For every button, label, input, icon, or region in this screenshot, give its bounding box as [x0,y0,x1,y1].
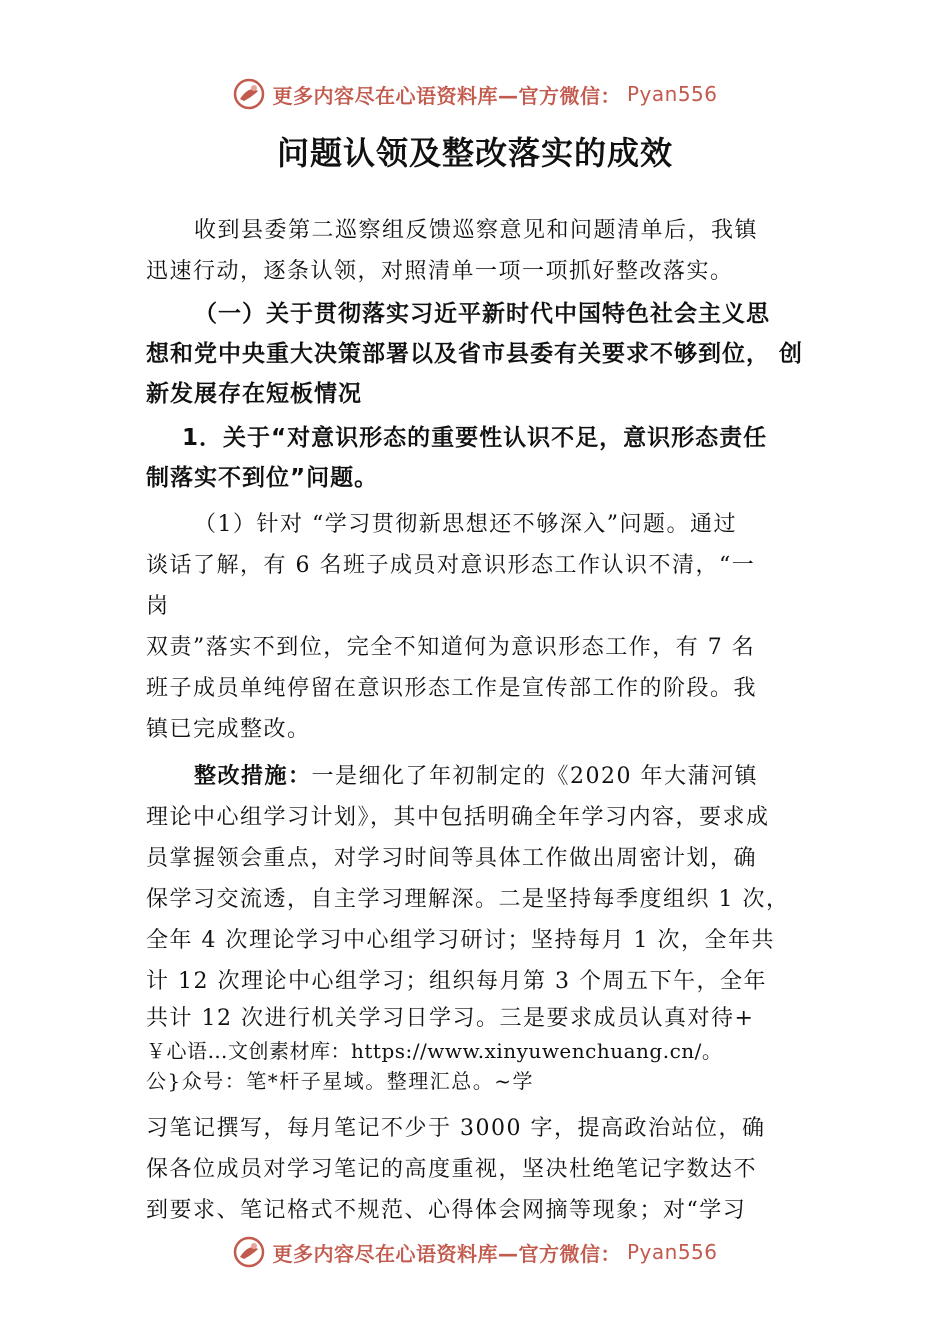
watermark-text: 更多内容尽在心语资料库—官方微信： [272,1241,621,1266]
intro-line-1: 收到县委第二巡察组反馈巡察意见和问题清单后，我镇 [194,218,759,243]
para-1-line-4: 双责”落实不到位，完全不知道何为意识形态工作，有 7 名 [146,635,756,660]
section-heading-1: （一）关于贯彻落实习近平新时代中国特色社会主义思 [194,301,770,327]
measures-line-10: 习笔记撰写，每月笔记不少于 3000 字，提高政治站位，确 [146,1116,766,1141]
logo-icon [232,1235,266,1269]
watermark-footer [0,1232,950,1272]
section-heading-3: 新发展存在短板情况 [146,381,362,407]
logo-icon [232,77,266,111]
measures-line-5: 全年 4 次理论学习中心组学习研讨；坚持每月 1 次，全年共 [146,928,775,953]
measures-line-2: 理论中心组学习计划》，其中包括明确全年学习内容，要求成 [146,805,770,830]
section-heading-2: 想和党中央重大决策部署以及省市县委有关要求不够到位， 创 [146,341,804,367]
para-1-line-5: 班子成员单纯停留在意识形态工作是宣传部工作的阶段。我 [146,676,758,701]
para-1-line-6: 镇已完成整改。 [146,717,311,742]
para-1-line-1: （1）针对 “学习贯彻新思想还不够深入”问题。通过 [194,512,737,537]
measures-line-12: 到要求、笔记格式不规范、心得体会网摘等现象；对“学习 [146,1198,747,1223]
item-heading-1: 1．关于“对意识形态的重要性认识不足，意识形态责任 [182,425,768,451]
watermark-id: Pyan556 [626,1240,718,1264]
measures-line-9: 公}众号：笔*杆子星域。整理汇总。~学 [146,1069,534,1093]
item-heading-2: 制落实不到位”问题。 [146,465,379,491]
measures-line-11: 保各位成员对学习笔记的高度重视，坚决杜绝笔记字数达不 [146,1157,758,1182]
page-title: 问题认领及整改落实的成效 [276,134,673,172]
measures-line-6: 计 12 次理论中心组学习；组织每月第 3 个周五下午，全年 [146,969,767,994]
para-1-line-2: 谈话了解，有 6 名班子成员对意识形态工作认识不清，“一 [146,553,756,578]
intro-line-2: 迅速行动，逐条认领，对照清单一项一项抓好整改落实。 [146,259,734,284]
watermark-id: Pyan556 [626,82,718,106]
measures-line-1 [146,756,816,797]
measures-label: 整改措施： [194,764,312,789]
document-body [146,210,816,1231]
measures-line-3: 员掌握领会重点，对学习时间等具体工作做出周密计划，确 [146,846,758,871]
measures-line-4: 保学习交流透，自主学习理解深。二是坚持每季度组织 1 次， [146,887,790,912]
watermark-text: 更多内容尽在心语资料库—官方微信： [272,83,621,108]
para-1-line-3: 岗 [146,594,170,619]
measures-line-7: 共计 12 次进行机关学习日学习。三是要求成员认真对待+ [146,1006,755,1031]
measures-text-1: 一是细化了年初制定的《2020 年大蒲河镇 [311,764,758,789]
measures-line-8: ￥心语…文创素材库：https://www.xinyuwenchuang.cn/。 [146,1039,723,1063]
watermark-header [0,74,950,114]
